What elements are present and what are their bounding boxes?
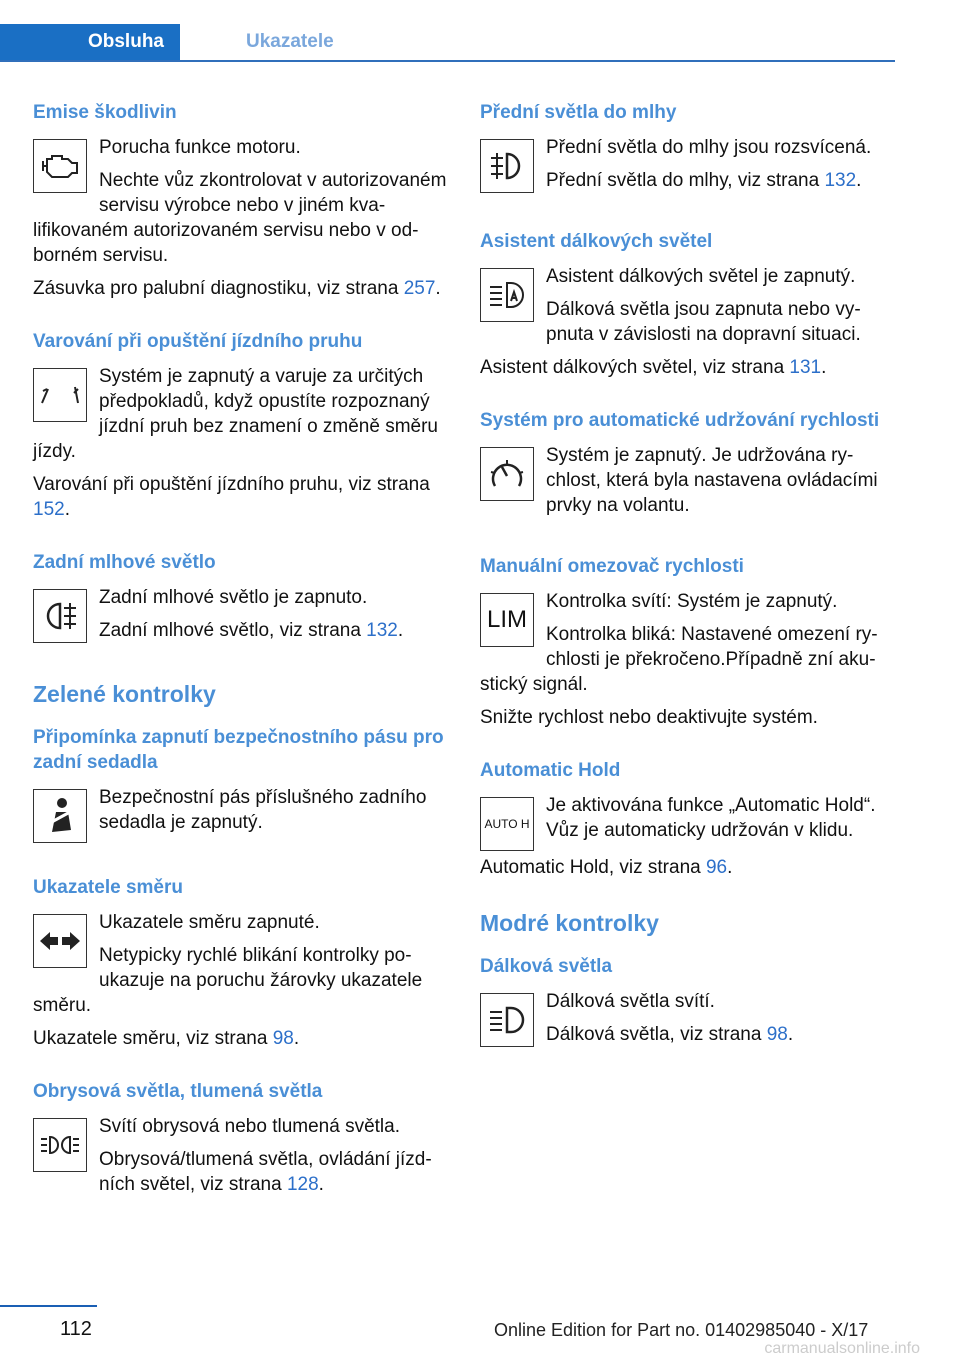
page-link[interactable]: 152 [33, 499, 65, 520]
front-fog-light-icon [480, 139, 534, 193]
page-number: 112 [60, 1318, 92, 1340]
turn-signal-icon [33, 914, 87, 968]
entry-highbeamassist [480, 229, 900, 380]
text: Porucha funkce motoru. [99, 137, 301, 158]
section-title: Varování při opuštění jízdního pruhu [33, 331, 363, 352]
text-ref: Přední světla do mlhy, viz strana 132. [546, 170, 862, 191]
text: Je aktivována funkce „Automatic Hold“. Vůz je automaticky udržován v klidu. [546, 795, 876, 841]
tab-obsluha[interactable]: Obsluha [0, 24, 180, 60]
text-ref: Zadní mlhové světlo, viz strana 132. [99, 620, 404, 641]
text: Ukazatele směru zapnuté. [99, 912, 320, 933]
page-link[interactable]: 98 [766, 1024, 788, 1045]
text: Snižte rychlost nebo deaktivujte systém. [480, 707, 818, 728]
section-title: Dálková světla [480, 956, 613, 977]
text: Dálková světla jsou zapnuta nebo vypnuta v závislosti na dopravní situaci. [546, 299, 861, 345]
page-link[interactable]: 98 [272, 1028, 294, 1049]
footer-divider [0, 1305, 97, 1307]
page-link[interactable]: 132 [824, 170, 857, 191]
text-ref: Varování při opuštění jízdního pruhu, viz strana 152. [33, 474, 430, 520]
text: Nechte vůz zkontrolovat v autorizovaném servisu výrobce nebo v jiném kvalifikovaném autorizovaném servisu nebo v odborném servisu. [33, 170, 447, 266]
section-title: Emise škodlivin [33, 102, 177, 123]
text: Kontrolka svítí: Systém je zapnutý. [546, 591, 838, 612]
text: Kontrolka bliká: Nastavené omezení rychlosti je překročeno.Případně zní akustický signál. [480, 624, 878, 695]
text-ref: Obrysová/tlumená světla, ovládání jízdních světel, viz strana 128. [99, 1149, 432, 1195]
entry-lane [33, 329, 453, 522]
text-ref: Ukazatele směru, viz strana 98. [33, 1028, 300, 1049]
seatbelt-icon [33, 789, 87, 843]
text: Dálková světla svítí. [546, 991, 715, 1012]
page-link[interactable]: 128 [286, 1174, 319, 1195]
icon-label: AUTO H [484, 817, 530, 831]
edition-text: Online Edition for Part no. 01402985040 - X/17 [494, 1320, 869, 1340]
section-title: Připomínka zapnutí bezpečnostního pásu pro zadní sedadla [33, 727, 444, 773]
section-title: Zadní mlhové světlo [33, 552, 216, 573]
high-beam-icon [480, 993, 534, 1047]
entry-autohold [480, 758, 900, 880]
section-title: Ukazatele směru [33, 877, 183, 898]
section-title: Asistent dálkových světel [480, 231, 713, 252]
section-title: Přední světla do mlhy [480, 102, 677, 123]
text: Asistent dálkových světel je zapnutý. [546, 266, 856, 287]
text: Systém je zapnutý a varuje za určitých předpokladů, když opustíte rozpoznaný jízdní pruh bez znamení o změně směru jízdy. [33, 366, 439, 462]
section-title: Automatic Hold [480, 760, 621, 781]
tab-ukazatele[interactable]: Ukazatele [246, 31, 334, 52]
text: Systém je zapnutý. Je udržována rychlost, která byla nastavena ovládacími prvky na volantu. [546, 445, 878, 516]
text-ref: Dálková světla, viz strana 98. [546, 1024, 794, 1045]
section-title: Manuální omezovač rychlosti [480, 556, 744, 577]
icon-label: LIM [486, 606, 527, 633]
page-link[interactable]: 96 [705, 857, 728, 878]
text: Netypicky rychlé blikání kontrolky poukazuje na poruchu žárovky ukazatele směru. [33, 945, 423, 1016]
entry-emise [33, 100, 453, 301]
section-title: Systém pro automatické udržování rychlosti [480, 410, 880, 431]
text: Bezpečnostní pás příslušného zadního sedadla je zapnutý. [99, 787, 427, 833]
text: Přední světla do mlhy jsou rozsvícená. [546, 137, 872, 158]
auto-hold-icon [480, 797, 534, 851]
engine-icon [33, 139, 87, 193]
speed-limiter-icon [480, 593, 534, 647]
left-column [33, 100, 453, 1233]
header-tabbar [0, 24, 895, 62]
watermark: carmanualsonline.info [764, 1340, 920, 1357]
cruise-control-icon [480, 447, 534, 501]
entry-limiter [480, 554, 900, 730]
text-ref: Automatic Hold, viz strana 96. [480, 857, 733, 878]
entry-highbeam [480, 954, 900, 1055]
text: Svítí obrysová nebo tlumená světla. [99, 1116, 400, 1137]
text-ref: Zásuvka pro palubní diagnostiku, viz strana 257. [33, 278, 441, 299]
right-column [480, 100, 900, 1083]
section-heading-green: Zelené kontrolky [33, 681, 216, 707]
entry-frontfog [480, 100, 900, 201]
entry-rearfog [33, 550, 453, 651]
page-link[interactable]: 131 [789, 357, 822, 378]
entry-seatbelt [33, 725, 453, 847]
page-link[interactable]: 257 [403, 278, 436, 299]
section-heading-blue: Modré kontrolky [480, 910, 659, 936]
entry-parking [33, 1079, 453, 1205]
section-title: Obrysová světla, tlumená světla [33, 1081, 323, 1102]
lane-departure-icon [33, 368, 87, 422]
entry-cruise [480, 408, 900, 526]
rear-fog-light-icon [33, 589, 87, 643]
entry-turn [33, 875, 453, 1051]
text: Zadní mlhové světlo je zapnuto. [99, 587, 368, 608]
header-divider [0, 60, 895, 62]
high-beam-assist-icon [480, 268, 534, 322]
text-ref: Asistent dálkových světel, viz strana 131. [480, 357, 827, 378]
parking-lights-icon [33, 1118, 87, 1172]
page-link[interactable]: 132 [366, 620, 398, 641]
